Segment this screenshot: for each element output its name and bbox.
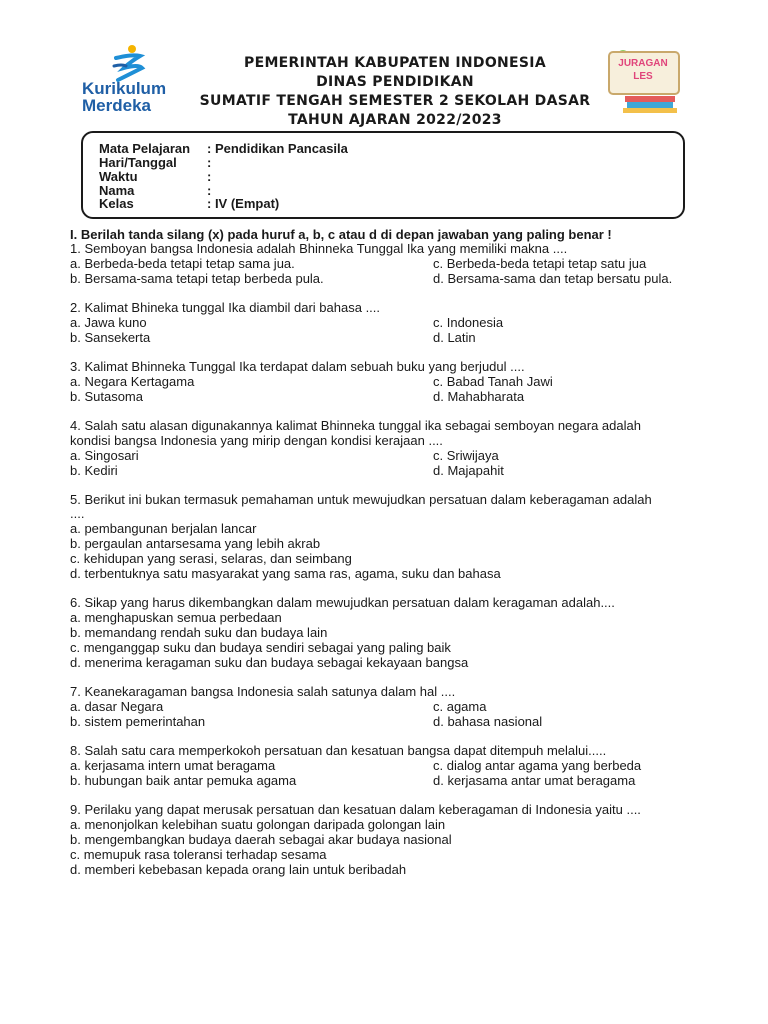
logo-left-line-2: Merdeka: [82, 96, 151, 115]
instruction-text: I. Berilah tanda silang (x) pada huruf a, b, c atau d di depan jawaban yang paling benar !: [70, 227, 612, 242]
question-2: 2. Kalimat Bhineka tunggal Ika diambil dari bahasa ....: [70, 300, 381, 315]
identity-value: : Pendidikan Pancasila: [207, 141, 348, 156]
logo-left-line-1: Kurikulum: [82, 79, 167, 98]
question-5-cont: ....: [70, 506, 85, 521]
q1-option-a: a. Berbeda-beda tetapi tetap sama jua.: [70, 256, 295, 271]
q6-option-d: d. menerima keragaman suku dan budaya sebagai kekayaan bangsa: [70, 655, 469, 670]
q5-option-c: c. kehidupan yang serasi, selaras, dan seimbang: [70, 551, 352, 566]
q2-option-b: b. Sansekerta: [70, 330, 151, 345]
identity-row-date: [99, 155, 211, 170]
identity-label: Kelas: [99, 196, 134, 211]
q4-option-b: b. Kediri: [70, 463, 118, 478]
q2-option-a: a. Jawa kuno: [70, 315, 147, 330]
q8-option-d: d. kerjasama antar umat beragama: [433, 773, 636, 788]
document-header: [160, 54, 630, 130]
identity-value: :: [207, 155, 212, 170]
kurikulum-merdeka-mark-icon: [104, 44, 154, 84]
q3-option-d: d. Mahabharata: [433, 389, 525, 404]
identity-value: :: [207, 169, 212, 184]
q8-option-b: b. hubungan baik antar pemuka agama: [70, 773, 297, 788]
identity-label: Hari/Tanggal: [99, 155, 177, 170]
identity-value: : IV (Empat): [207, 196, 280, 211]
identity-value: :: [207, 183, 212, 198]
q6-option-c: c. menganggap suku dan budaya sendiri sebagai yang paling baik: [70, 640, 451, 655]
logo-right-line-2: LES: [633, 71, 653, 82]
identity-label: Waktu: [99, 169, 138, 184]
identity-row-subject: [99, 141, 348, 156]
q9-option-d: d. memberi kebebasan kepada orang lain untuk beribadah: [70, 862, 407, 877]
logo-right-line-1: JURAGAN: [618, 58, 668, 69]
q5-option-b: b. pergaulan antarsesama yang lebih akrab: [70, 536, 321, 551]
q6-option-a: a. menghapuskan semua perbedaan: [70, 610, 282, 625]
q5-option-d: d. terbentuknya satu masyarakat yang sama ras, agama, suku dan bahasa: [70, 566, 501, 581]
question-4: 4. Salah satu alasan digunakannya kalimat Bhinneka tunggal ika sebagai semboyan negara adalah: [70, 418, 641, 433]
q7-option-a: a. dasar Negara: [70, 699, 164, 714]
q8-option-c: c. dialog antar agama yang berbeda: [433, 758, 642, 773]
question-9: 9. Perilaku yang dapat merusak persatuan dan kesatuan dalam keberagaman di Indonesia yaitu ....: [70, 802, 641, 817]
header-line-2: DINAS PENDIDIKAN: [316, 74, 474, 90]
identity-row-time: [99, 169, 211, 184]
q6-option-b: b. memandang rendah suku dan budaya lain: [70, 625, 328, 640]
identity-label: Mata Pelajaran: [99, 141, 191, 156]
q9-option-b: b. mengembangkan budaya daerah sebagai akar budaya nasional: [70, 832, 452, 847]
q4-option-d: d. Majapahit: [433, 463, 504, 478]
q1-option-c: c. Berbeda-beda tetapi tetap satu jua: [433, 256, 647, 271]
q9-option-c: c. memupuk rasa toleransi terhadap sesama: [70, 847, 327, 862]
q3-option-a: a. Negara Kertagama: [70, 374, 195, 389]
question-1: 1. Semboyan bangsa Indonesia adalah Bhinneka Tunggal Ika yang memiliki makna ....: [70, 241, 568, 256]
question-6: 6. Sikap yang harus dikembangkan dalam mewujudkan persatuan dalam keragaman adalah....: [70, 595, 615, 610]
student-identity-box: [81, 131, 685, 219]
q2-option-c: c. Indonesia: [433, 315, 504, 330]
q3-option-b: b. Sutasoma: [70, 389, 143, 404]
header-line-3: SUMATIF TENGAH SEMESTER 2 SEKOLAH DASAR: [199, 93, 591, 109]
identity-row-class: [99, 196, 279, 211]
q8-option-a: a. kerjasama intern umat beragama: [70, 758, 276, 773]
question-7: 7. Keanekaragaman bangsa Indonesia salah satunya dalam hal ....: [70, 684, 456, 699]
q5-option-a: a. pembangunan berjalan lancar: [70, 521, 257, 536]
q7-option-b: b. sistem pemerintahan: [70, 714, 206, 729]
question-3: 3. Kalimat Bhinneka Tunggal Ika terdapat dalam sebuah buku yang berjudul ....: [70, 359, 525, 374]
question-8: 8. Salah satu cara memperkokoh persatuan dan kesatuan bangsa dapat ditempuh melalui.....: [70, 743, 607, 758]
q1-option-b: b. Bersama-sama tetapi tetap berbeda pula.: [70, 271, 324, 286]
juragan-les-logo: [605, 44, 685, 114]
q4-option-a: a. Singosari: [70, 448, 139, 463]
question-4-cont: kondisi bangsa Indonesia yang mirip dengan kondisi kerajaan ....: [70, 433, 443, 448]
q7-option-d: d. bahasa nasional: [433, 714, 543, 729]
header-line-1: PEMERINTAH KABUPATEN INDONESIA: [244, 55, 546, 71]
q7-option-c: c. agama: [433, 699, 487, 714]
q1-option-d: d. Bersama-sama dan tetap bersatu pula.: [433, 271, 673, 286]
q2-option-d: d. Latin: [433, 330, 476, 345]
question-5: 5. Berikut ini bukan termasuk pemahaman untuk mewujudkan persatuan dalam keberagaman adalah: [70, 492, 652, 507]
q9-option-a: a. menonjolkan kelebihan suatu golongan daripada golongan lain: [70, 817, 446, 832]
q4-option-c: c. Sriwijaya: [433, 448, 499, 463]
q3-option-c: c. Babad Tanah Jawi: [433, 374, 553, 389]
identity-label: Nama: [99, 183, 135, 198]
header-line-4: TAHUN AJARAN 2022/2023: [288, 112, 502, 128]
